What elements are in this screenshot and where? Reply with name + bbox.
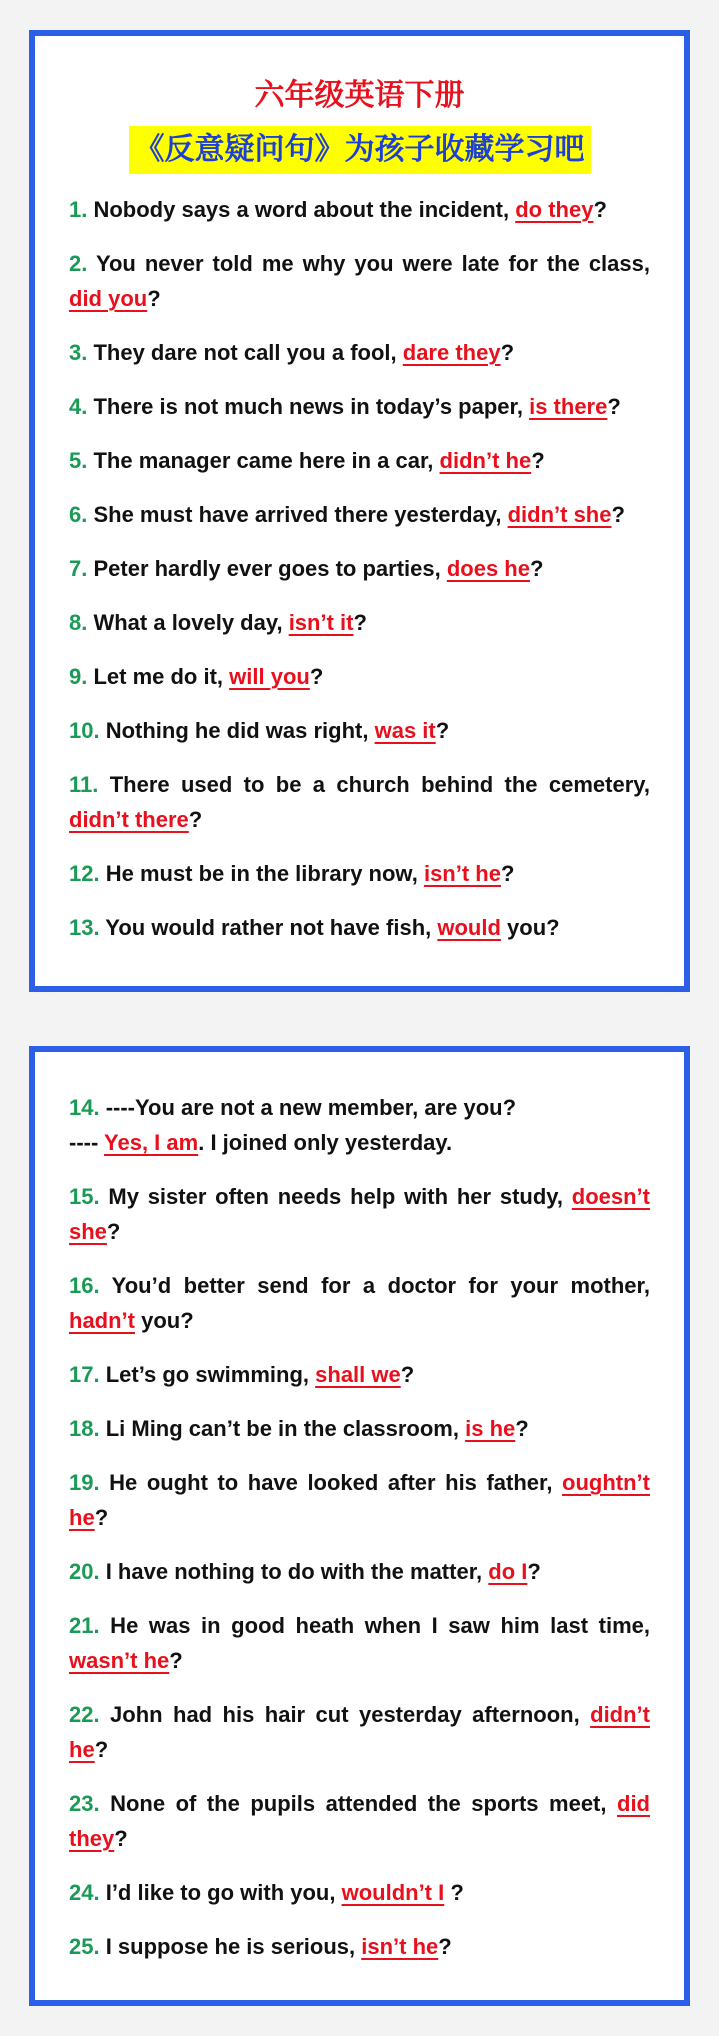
question-ending: ? <box>500 340 515 365</box>
question-item <box>69 192 650 227</box>
question-ending: ? <box>106 1219 121 1244</box>
answer-tag: doesn’t she <box>69 1184 650 1244</box>
question-text: She must have arrived there yesterday, <box>87 502 508 527</box>
question-ending: ? <box>593 197 607 222</box>
question-text: Let me do it, <box>87 664 230 689</box>
answer-tag: is there <box>529 394 608 419</box>
question-ending: ? <box>527 1559 541 1584</box>
question-text: I’d like to go with you, <box>99 1880 342 1905</box>
question-ending: ? <box>309 664 324 689</box>
question-number: 4. <box>69 394 88 419</box>
question-ending: you? <box>500 915 560 940</box>
question-text: Let’s go swimming, <box>99 1362 316 1387</box>
question-item <box>69 551 650 586</box>
question-item <box>69 1697 650 1767</box>
question-number: 15. <box>69 1184 100 1209</box>
question-number: 1. <box>69 197 88 222</box>
answer-tag: will you <box>229 664 310 689</box>
question-number: 2. <box>69 251 88 276</box>
question-ending: ? <box>529 556 544 581</box>
question-list-1 <box>35 192 684 945</box>
question-item <box>69 1929 650 1964</box>
question-text: I have nothing to do with the matter, <box>99 1559 489 1584</box>
question-item <box>69 1554 650 1589</box>
answer-tag: is he <box>465 1416 516 1441</box>
subtitle-wrap <box>35 126 684 174</box>
question-number: 18. <box>69 1416 100 1441</box>
question-item <box>69 856 650 891</box>
question-ending: ? <box>500 861 515 886</box>
question-text: ----You are not a new member, are you? <box>99 1095 517 1120</box>
question-text: You would rather not have fish, <box>99 915 438 940</box>
question-item <box>69 767 650 837</box>
question-text: None of the pupils attended the sports meet, <box>99 1791 617 1816</box>
question-text: I suppose he is serious, <box>99 1934 362 1959</box>
question-ending: ? <box>400 1362 415 1387</box>
question-number: 11. <box>69 772 99 797</box>
question-item <box>69 1786 650 1856</box>
answer-tag: isn’t it <box>288 610 354 635</box>
question-item <box>69 1875 650 1910</box>
question-text: Li Ming can’t be in the classroom, <box>99 1416 466 1441</box>
answer-tag: does he <box>446 556 530 581</box>
question-text-line2: ---- <box>69 1130 105 1155</box>
question-item <box>69 713 650 748</box>
question-ending: ? <box>147 286 161 311</box>
question-text: They dare not call you a fool, <box>87 340 403 365</box>
question-item <box>69 659 650 694</box>
question-item <box>69 1268 650 1338</box>
answer-tag: did they <box>69 1791 650 1851</box>
question-number: 23. <box>69 1791 100 1816</box>
question-ending: ? <box>607 394 621 419</box>
question-item <box>69 389 650 424</box>
question-number: 9. <box>69 664 88 689</box>
question-number: 13. <box>69 915 100 940</box>
question-item <box>69 605 650 640</box>
question-number: 8. <box>69 610 88 635</box>
answer-tag: would <box>437 915 501 940</box>
question-ending: ? <box>94 1505 109 1530</box>
question-item <box>69 1608 650 1678</box>
answer-tag: did you <box>69 286 148 311</box>
answer-tag: didn’t she <box>507 502 612 527</box>
answer-tag: hadn’t <box>69 1308 135 1333</box>
question-ending: ? <box>435 718 450 743</box>
question-number: 20. <box>69 1559 100 1584</box>
question-number: 17. <box>69 1362 100 1387</box>
question-ending: ? <box>444 1880 464 1905</box>
question-number: 14. <box>69 1095 100 1120</box>
question-ending: ? <box>531 448 545 473</box>
answer-tag: do they <box>515 197 594 222</box>
question-item <box>69 1179 650 1249</box>
question-text: Nothing he did was right, <box>99 718 375 743</box>
answer-tag: isn’t he <box>361 1934 439 1959</box>
question-text: John had his hair cut yesterday afternoon, <box>99 1702 591 1727</box>
question-number: 19. <box>69 1470 100 1495</box>
question-item <box>69 1411 650 1446</box>
question-text: You never told me why you were late for the class, <box>87 251 650 276</box>
question-item <box>69 1090 650 1160</box>
question-ending: ? <box>515 1416 529 1441</box>
worksheet-card-1 <box>29 30 690 992</box>
question-ending: ? <box>169 1648 183 1673</box>
question-text: You’d better send for a doctor for your mother, <box>99 1273 650 1298</box>
question-text: Nobody says a word about the incident, <box>87 197 516 222</box>
question-item <box>69 1465 650 1535</box>
answer-tag: wouldn’t I <box>341 1880 445 1905</box>
question-text: My sister often needs help with her study, <box>99 1184 572 1209</box>
question-number: 25. <box>69 1934 100 1959</box>
question-number: 22. <box>69 1702 100 1727</box>
question-item <box>69 1357 650 1392</box>
answer-tag: oughtn’t he <box>69 1470 650 1530</box>
question-number: 6. <box>69 502 88 527</box>
answer-tag: didn’t he <box>69 1702 650 1762</box>
question-ending: you? <box>135 1308 194 1333</box>
question-text: There is not much news in today’s paper, <box>87 394 530 419</box>
question-text: He must be in the library now, <box>99 861 424 886</box>
answer-tag: didn’t there <box>69 807 189 832</box>
question-ending: ? <box>353 610 367 635</box>
question-ending: ? <box>438 1934 452 1959</box>
question-number: 10. <box>69 718 100 743</box>
question-number: 21. <box>69 1613 100 1638</box>
question-item <box>69 497 650 532</box>
answer-tag: do I <box>488 1559 528 1584</box>
question-number: 24. <box>69 1880 100 1905</box>
question-text: What a lovely day, <box>87 610 289 635</box>
page-subtitle: 《反意疑问句》为孩子收藏学习吧 <box>129 126 591 174</box>
question-ending: ? <box>611 502 625 527</box>
answer-tag: shall we <box>315 1362 401 1387</box>
question-ending: ? <box>94 1737 109 1762</box>
question-number: 3. <box>69 340 88 365</box>
question-number: 7. <box>69 556 88 581</box>
answer-tag: was it <box>374 718 436 743</box>
question-text: There used to be a church behind the cemetery, <box>98 772 650 797</box>
answer-tag: Yes, I am <box>104 1130 199 1155</box>
question-ending: ? <box>114 1826 128 1851</box>
question-text: He ought to have looked after his father, <box>99 1470 563 1495</box>
question-item <box>69 443 650 478</box>
question-number: 12. <box>69 861 100 886</box>
question-text: Peter hardly ever goes to parties, <box>87 556 447 581</box>
question-item <box>69 335 650 370</box>
answer-tag: isn’t he <box>423 861 501 886</box>
question-item <box>69 910 650 945</box>
question-text: The manager came here in a car, <box>87 448 440 473</box>
question-list-2 <box>35 1052 684 1964</box>
question-ending: ? <box>188 807 203 832</box>
page-title: 六年级英语下册 <box>254 78 465 113</box>
question-item <box>69 246 650 316</box>
answer-tag: didn’t he <box>439 448 532 473</box>
question-number: 16. <box>69 1273 100 1298</box>
question-number: 5. <box>69 448 88 473</box>
worksheet-card-2 <box>29 1046 690 2006</box>
question-ending: . I joined only yesterday. <box>198 1130 453 1155</box>
answer-tag: dare they <box>402 340 501 365</box>
question-text: He was in good heath when I saw him last time, <box>99 1613 650 1638</box>
answer-tag: wasn’t he <box>69 1648 170 1673</box>
